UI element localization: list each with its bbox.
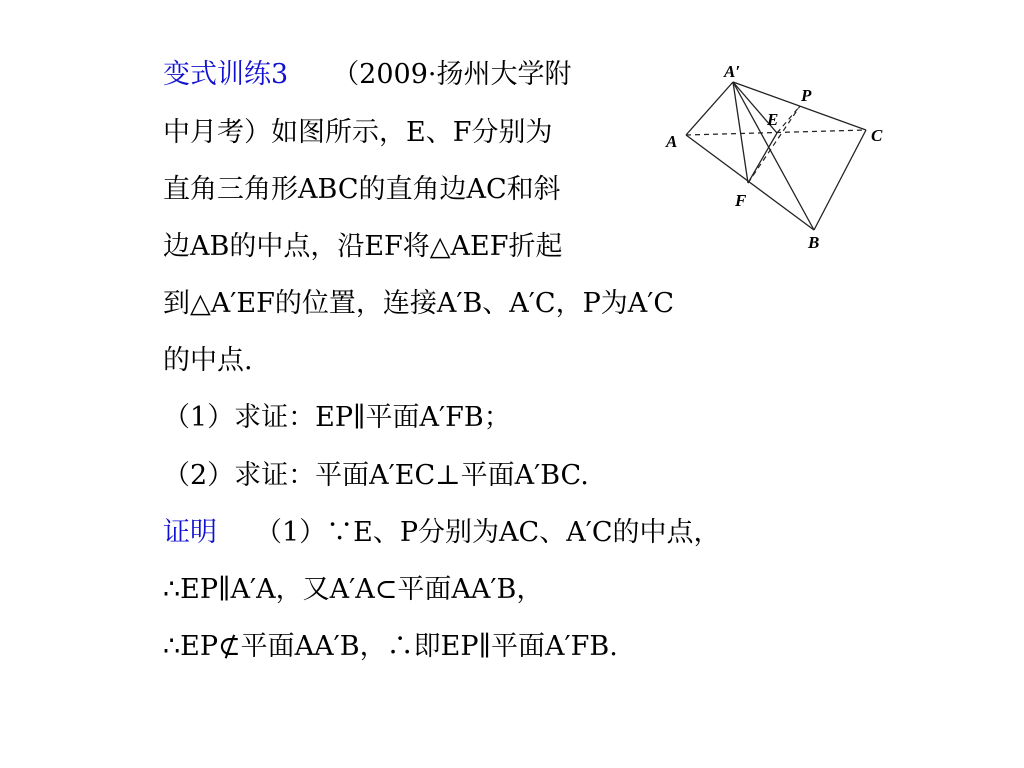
proof-text-1: （1）∵E、P分别为AC、A′C的中点，	[255, 517, 721, 548]
edge-c-b	[814, 130, 866, 230]
proof-line-2: ∴EP∥A′A，又A′A⊂平面AA′B，	[163, 574, 544, 605]
problem-line-3: 直角三角形ABC的直角边AC和斜	[163, 174, 561, 205]
edge-a-aprime	[686, 82, 733, 135]
problem-line-6: 的中点.	[163, 345, 253, 376]
label-c: C	[871, 126, 883, 145]
problem-line-5: 到△A′EF的位置，连接A′B、A′C，P为A′C	[163, 288, 675, 319]
proof-line-1	[163, 516, 721, 550]
label-b: B	[808, 233, 820, 252]
label-p: P	[801, 86, 812, 105]
proof-line-3: ∴EP⊄平面AA′B，∴即EP∥平面A′FB.	[163, 631, 618, 662]
proof-label: 证明	[163, 517, 217, 548]
geometry-figure	[660, 55, 900, 255]
question-2: （2）求证：平面A′EC⊥平面A′BC.	[163, 460, 589, 491]
label-e: E	[767, 110, 779, 129]
label-a-prime: A′	[724, 62, 741, 81]
problem-source: （2009·扬州大学附	[332, 59, 572, 90]
problem-heading: 变式训练3	[163, 59, 289, 90]
label-f: F	[735, 191, 747, 210]
label-a: A	[666, 132, 678, 151]
edge-e-p-dashed	[777, 106, 800, 133]
problem-line-4: 边AB的中点，沿EF将△AEF折起	[163, 231, 563, 262]
edge-b-a	[686, 135, 814, 230]
edge-e-f	[748, 133, 777, 183]
problem-line-1	[163, 58, 571, 92]
question-1: （1）求证：EP∥平面A′FB；	[163, 402, 511, 433]
problem-line-2: 中月考）如图所示，E、F分别为	[163, 117, 553, 148]
